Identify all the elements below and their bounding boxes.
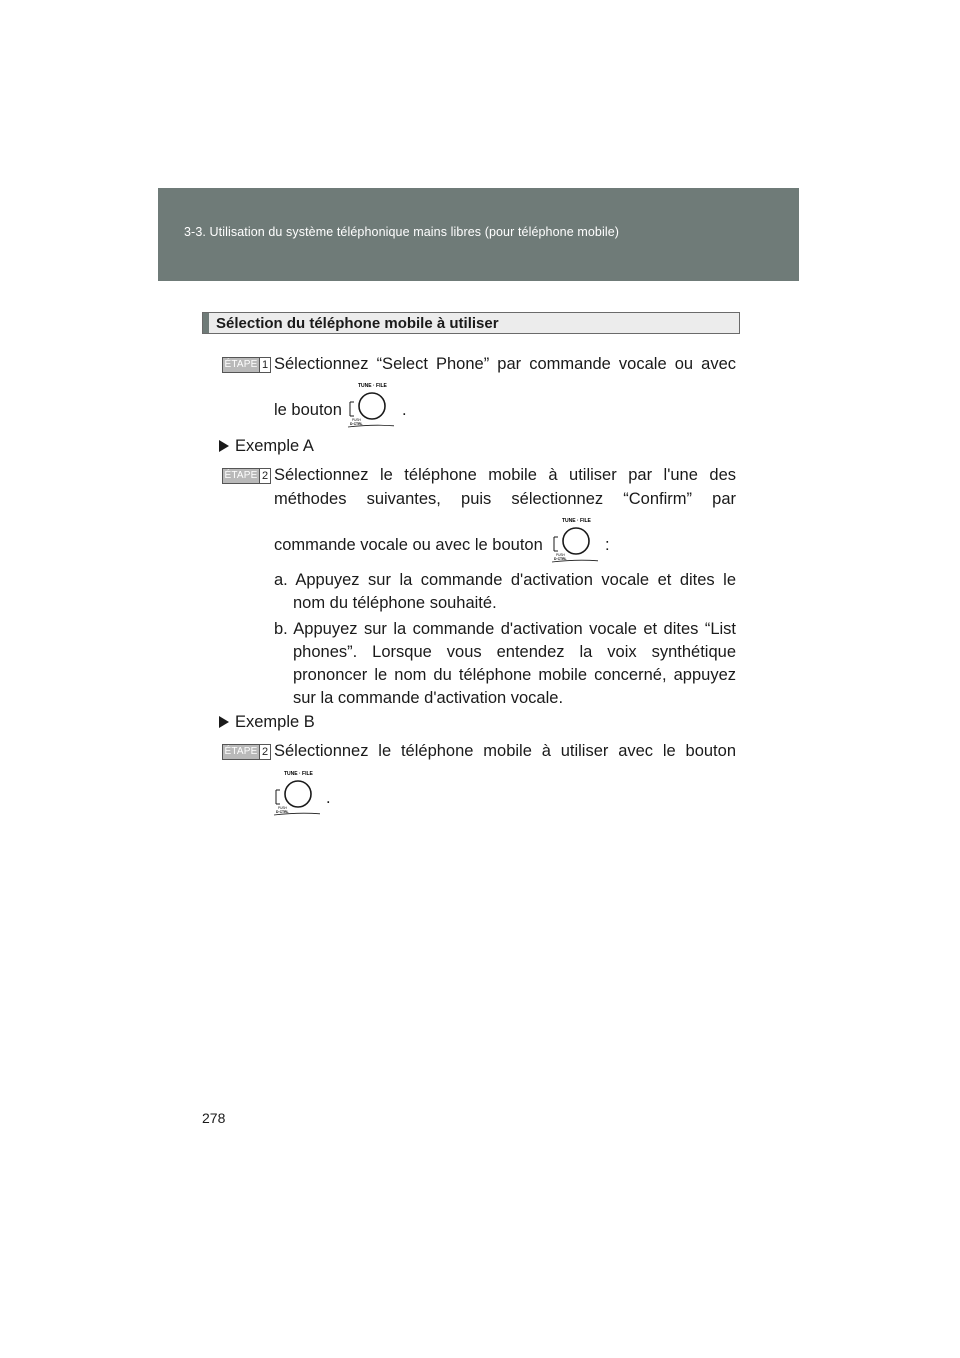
- svg-text:TUNE · FILE: TUNE · FILE: [562, 518, 591, 524]
- step-2a-line-3: commande vocale ou avec le bouton: [274, 536, 543, 554]
- svg-text:PUSH: PUSH: [352, 418, 361, 422]
- svg-text:PUSH: PUSH: [278, 806, 287, 810]
- step-badge-2a: [222, 468, 271, 484]
- method-b-line-3: prononcer le nom du téléphone mobile concerné, appuyez: [293, 666, 736, 684]
- step-1-line-2: [274, 399, 342, 422]
- step-label: ÉTAPE: [224, 470, 258, 481]
- method-b-line-1: b. Appuyez sur la commande d'activation vocale et dites “List: [274, 620, 736, 638]
- section-title-box: [202, 312, 740, 334]
- step-2a-colon: :: [605, 536, 610, 554]
- svg-text:D·CTRL: D·CTRL: [350, 422, 363, 426]
- step-2a-line-2: méthodes suivantes, puis sélectionnez “Confirm” par: [274, 490, 736, 508]
- method-a-line-1: a. Appuyez sur la commande d'activation vocale et dites le: [274, 571, 736, 589]
- step-2a-line-1: Sélectionnez le téléphone mobile à utiliser par l'une des: [274, 466, 736, 484]
- step-1-line-1: Sélectionnez “Select Phone” par commande vocale ou avec: [274, 355, 736, 373]
- triangle-bullet-icon: [219, 716, 229, 728]
- triangle-bullet-icon: [219, 440, 229, 452]
- example-a-heading: [219, 435, 314, 458]
- tune-file-knob-icon: [270, 768, 320, 818]
- step-2b-period: .: [326, 789, 331, 807]
- step-badge-2b: [222, 744, 271, 760]
- step-label: ÉTAPE: [224, 359, 258, 370]
- svg-text:TUNE · FILE: TUNE · FILE: [358, 383, 387, 389]
- step-number: 2: [259, 745, 270, 759]
- tune-file-knob-icon: [344, 380, 394, 430]
- example-a-label: Exemple A: [235, 437, 314, 455]
- example-b-heading: [219, 711, 315, 734]
- example-b-label: Exemple B: [235, 713, 315, 731]
- step-number: 2: [259, 469, 270, 483]
- svg-text:TUNE · FILE: TUNE · FILE: [284, 771, 313, 777]
- method-a-line-2: nom du téléphone souhaité.: [293, 594, 497, 612]
- section-title-accent: [203, 313, 209, 333]
- chapter-section-path: 3-3. Utilisation du système téléphonique mains libres (pour téléphone mobile): [184, 225, 620, 239]
- step-badge-1: [222, 357, 271, 373]
- chapter-header: [158, 188, 799, 281]
- step-number: 1: [259, 358, 270, 372]
- section-title: Sélection du téléphone mobile à utiliser: [216, 315, 499, 332]
- step-label: ÉTAPE: [224, 746, 258, 757]
- page-number: 278: [202, 1110, 226, 1126]
- step-1-period: .: [402, 401, 407, 419]
- method-b-line-2: phones”. Lorsque vous entendez la voix synthétique: [293, 643, 736, 661]
- svg-text:PUSH: PUSH: [556, 553, 565, 557]
- step-1-line-2-text: le bouton: [274, 401, 342, 419]
- svg-text:D·CTRL: D·CTRL: [276, 810, 289, 814]
- tune-file-knob-icon: [548, 515, 598, 565]
- step-2b-line-1: Sélectionnez le téléphone mobile à utiliser avec le bouton: [274, 742, 736, 760]
- method-b-line-4: sur la commande d'activation vocale.: [293, 689, 564, 707]
- svg-text:D·CTRL: D·CTRL: [554, 557, 567, 561]
